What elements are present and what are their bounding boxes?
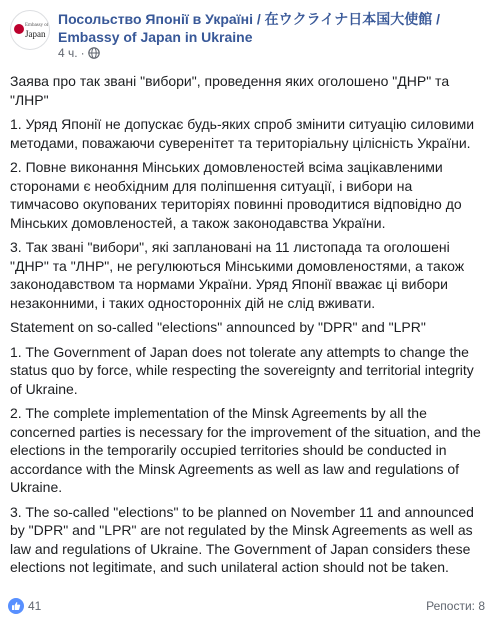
page-name-link[interactable]: Посольство Японії в Україні / 在ウクライナ日本国大使館 / Embassy of Japan in Ukraine [58,11,440,45]
post-body [10,72,484,583]
shares-count[interactable]: Репости: 8 [426,599,485,613]
post-meta [58,46,100,60]
post-footer [8,596,485,616]
post-header [0,0,493,66]
post-paragraph: Заява про так звані "вибори", проведення яких оголошено "ДНР" та "ЛНР" [10,73,450,108]
post-paragraph: 3. The so-called "elections" to be planned on November 11 and announced by "DPR" and "LPR" are not regulated by the Minsk Agreements as well as law and regulations of Ukraine. The Government of Japan considers these elections not legitimate, and such unilateral action should not be taken. [10,503,474,575]
post-paragraph: 1. Уряд Японії не допускає будь-яких спроб змінити ситуацію силовими методами, поважаючи суверенітет та територіальну цілісність України. [10,116,475,151]
post-paragraph: Statement on so-called "elections" announced by "DPR" and "LPR" [10,319,426,335]
page-avatar[interactable] [10,10,50,50]
reactions-summary[interactable] [8,598,41,614]
globe-icon[interactable] [88,47,100,59]
avatar-logo-text: Japan [25,29,46,39]
like-icon [8,598,24,614]
avatar-logo-small-text: Embassy of [25,23,49,28]
meta-separator: · [80,46,85,60]
japan-flag-icon [14,24,24,34]
post-paragraph: 1. The Government of Japan does not tolerate any attempts to change the status quo by force, while respecting the sovereignty and territorial integrity of Ukraine. [10,343,474,397]
reaction-count: 41 [28,599,42,613]
post-paragraph: 2. The complete implementation of the Minsk Agreements by all the concerned parties is necessary for the improvement of the situation, and the elections in the temporarily occupied territories should be conducted in accordance with the Minsk Agreements as well as law and regulations of Ukraine. [10,405,481,495]
post-timestamp[interactable]: 4 ч. [58,46,78,60]
post-paragraph: 3. Так звані "вибори", які заплановані на 11 листопада та оголошені "ДНР" та "ЛНР", не регулюються Мінськими домовленостями, а також законодавством та нормами України. Уряд Японії вважає ці вибори незаконними, і таких односторонніх дій не слід вживати. [10,239,465,311]
post-paragraph: 2. Повне виконання Мінських домовленостей всіма зацікавленими сторонами є необхідним для поліпшення ситуації, і вибори на тимчасово окупованих територіях повинні проводитися відповідно до Мінських домовленостей, а також законодавства України. [10,159,462,231]
